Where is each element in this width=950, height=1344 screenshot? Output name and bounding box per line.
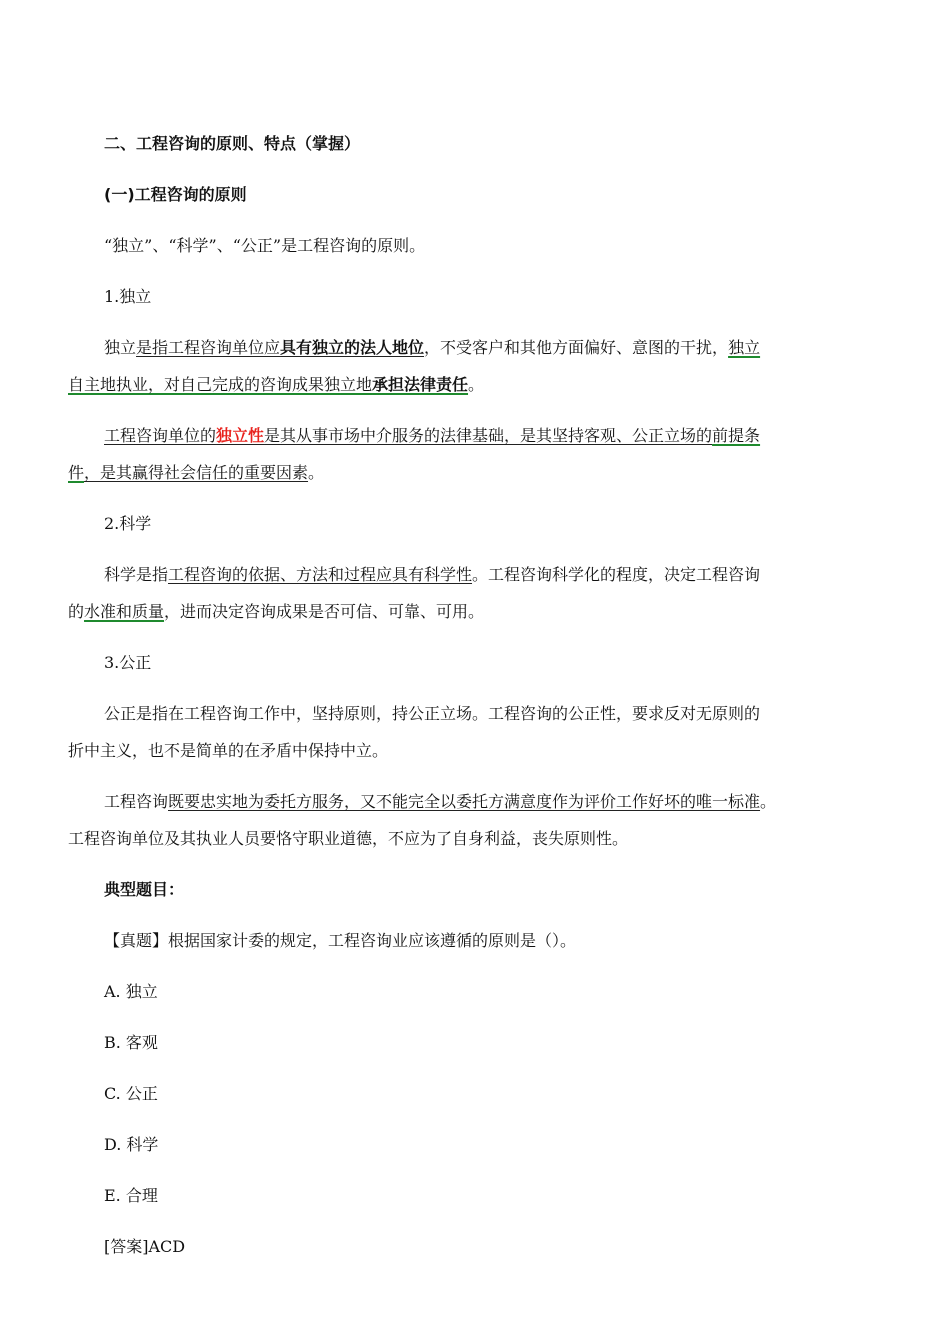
text-run: 独立	[104, 338, 137, 357]
underlined-text: 工程咨询单位的	[104, 426, 217, 445]
text-run: 的	[68, 602, 85, 621]
principle-2-line-2	[68, 602, 484, 622]
text-run: 工程咨询	[104, 792, 169, 811]
option-d: D. 科学	[104, 1135, 159, 1154]
principle-3-line-2: 折中主义，也不是简单的在矛盾中保持中立。	[68, 741, 389, 760]
text-run: ，进而决定咨询成果是否可信、可靠、可用。	[164, 602, 485, 621]
exam-heading: 典型题目：	[104, 880, 185, 899]
principle-3-line-4: 工程咨询单位及其执业人员要恪守职业道德，不应为了自身利益，丧失原则性。	[68, 829, 629, 848]
underlined-text: 既要忠实地为委托方服务，又不能完全以委托方满意度作为评价工作好坏的唯一标准	[168, 792, 761, 811]
underlined-text: 工程咨询的依据、方法和过程应具有科学性	[168, 565, 473, 584]
text-run: ，不受客户和其他方面偏好、意图的干扰，	[424, 338, 729, 357]
principle-3-line-1: 公正是指在工程咨询工作中，坚持原则，持公正立场。工程咨询的公正性，要求反对无原则的	[104, 704, 761, 723]
principle-2-line-1	[104, 565, 760, 585]
green-underlined-text: 件	[68, 463, 85, 482]
answer-text: [答案]ACD	[104, 1237, 186, 1256]
principle-1-line-1	[104, 338, 760, 358]
principle-2-title: 2.科学	[104, 514, 152, 533]
key-phrase: 具有独立的法人地位	[280, 338, 425, 357]
text-run: 。	[468, 375, 485, 394]
option-b: B. 客观	[104, 1033, 158, 1052]
text-run: 。	[308, 463, 325, 482]
text-run: 科学是指	[104, 565, 169, 584]
principle-1-title: 1.独立	[104, 287, 152, 306]
subsection-heading: (一)工程咨询的原则	[104, 185, 247, 204]
section-heading: 二、工程咨询的原则、特点（掌握）	[104, 134, 361, 153]
principle-3-line-3	[104, 792, 776, 812]
principle-3-title: 3.公正	[104, 653, 152, 672]
text-run: 。工程咨询科学化的程度，决定工程咨询	[472, 565, 761, 584]
text-run: 。	[760, 792, 777, 811]
green-underlined-text: 独立	[728, 338, 761, 357]
option-c: C. 公正	[104, 1084, 158, 1103]
green-underlined-text: 前提条	[712, 426, 761, 445]
highlight-red-text: 独立性	[216, 426, 265, 445]
principle-1-line-2	[68, 375, 484, 395]
option-a: A. 独立	[104, 982, 158, 1001]
green-underlined-text: 自主地执业，对自己完成的咨询成果独立地	[68, 375, 373, 394]
principle-1-line-3	[104, 426, 760, 446]
underlined-text: 是指工程咨询单位应	[136, 338, 281, 357]
key-phrase: 承担法律责任	[372, 375, 469, 394]
underlined-text: 是其从事市场中介服务的法律基础，是其坚持客观、公正立场的	[264, 426, 713, 445]
principle-1-line-4	[68, 463, 324, 483]
option-e: E. 合理	[104, 1186, 158, 1205]
intro-text: “独立”、“科学”、“公正”是工程咨询的原则。	[104, 236, 426, 255]
green-underlined-text: 水准和质量	[84, 602, 165, 621]
underlined-text: ，是其赢得社会信任的重要因素	[84, 463, 309, 482]
exam-question: 【真题】根据国家计委的规定，工程咨询业应该遵循的原则是（）。	[104, 931, 577, 950]
